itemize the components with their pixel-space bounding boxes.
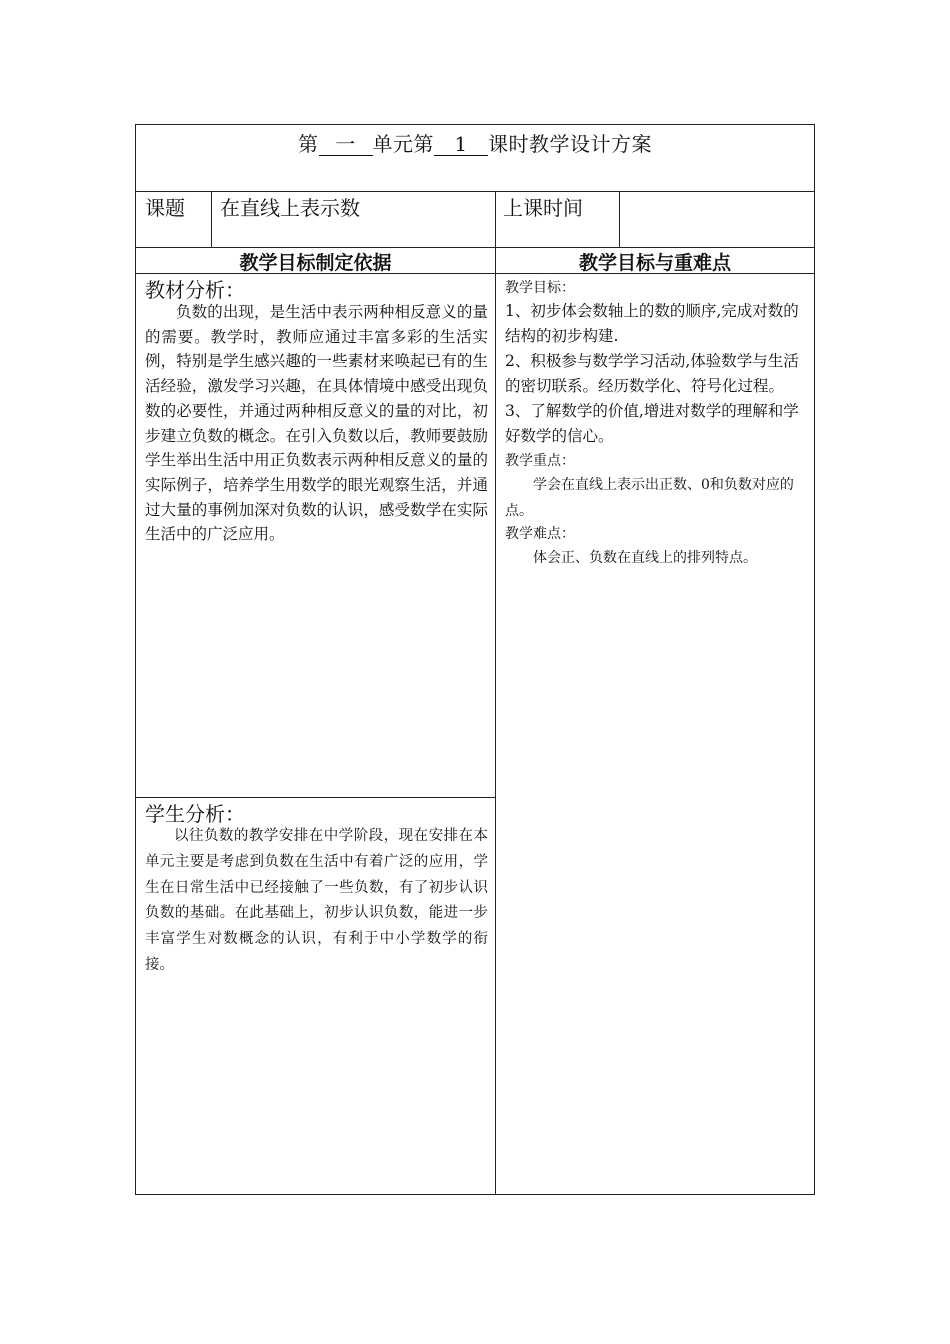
col-divider [495, 191, 496, 1195]
lesson-plan-table [135, 124, 815, 1195]
title-suffix: 课时教学设计方案 [488, 132, 652, 156]
title-middle: 单元第 [372, 132, 434, 156]
col-divider [619, 191, 620, 247]
goal-item: 1、初步体会数轴上的数的顺序,完成对数的结构的初步构建. [505, 302, 799, 345]
student-analysis-title: 学生分析： [145, 802, 245, 826]
goal-item: 3、了解数学的价值,增进对数学的理解和学好数学的信心。 [505, 402, 799, 445]
title-prefix: 第 [298, 132, 319, 156]
left-header: 教学目标制定依据 [239, 252, 392, 274]
material-analysis-text: 负数的出现，是生活中表示两种相反意义的量的需要。教学时，教师应通过丰富多彩的生活实例，特别是学生感兴趣的一些素材来唤起已有的生活经验，激发学习兴趣，在具体情境中感受出现负数的必要性，并通过两种相反意义的量的对比，初步建立负数的概念。在引入负数以后，教师要鼓励学生举出生活中用正负数表示两种相反意义的量的实际例子，培养学生用数学的眼光观察生活，并通过大量的事例加深对负数的认识，感受数学在实际生活中的广泛应用。 [145, 303, 488, 544]
difficulty-text: 体会正、负数在直线上的排列特点。 [533, 550, 757, 566]
key-point-label: 教学重点： [505, 453, 575, 469]
goals-label: 教学目标： [505, 280, 575, 296]
difficulty-label: 教学难点： [505, 526, 575, 542]
page-title [136, 128, 814, 157]
goal-item: 2、积极参与数学学习活动,体验数学与生活的密切联系。经历数学化、符号化过程。 [505, 352, 799, 395]
lesson-number: 1 [434, 133, 488, 156]
time-label: 上课时间 [503, 196, 583, 220]
topic-value: 在直线上表示数 [220, 196, 360, 220]
right-header: 教学目标与重难点 [578, 252, 731, 274]
unit-number: 一 [319, 133, 373, 156]
objectives-block [505, 278, 808, 571]
material-analysis-title: 教材分析： [145, 278, 245, 302]
key-point-text: 学会在直线上表示出正数、0和负数对应的点。 [505, 477, 794, 519]
student-analysis-text: 以往负数的教学安排在中学阶段，现在安排在本单元主要是考虑到负数在生活中有着广泛的应用，学生在日常生活中已经接触了一些负数，有了初步认识负数的基础。在此基础上，初步认识负数，能进一步丰富学生对数概念的认识，有利于中小学数学的衔接。 [145, 828, 488, 973]
col-divider [211, 191, 212, 247]
topic-label: 课题 [145, 196, 185, 220]
